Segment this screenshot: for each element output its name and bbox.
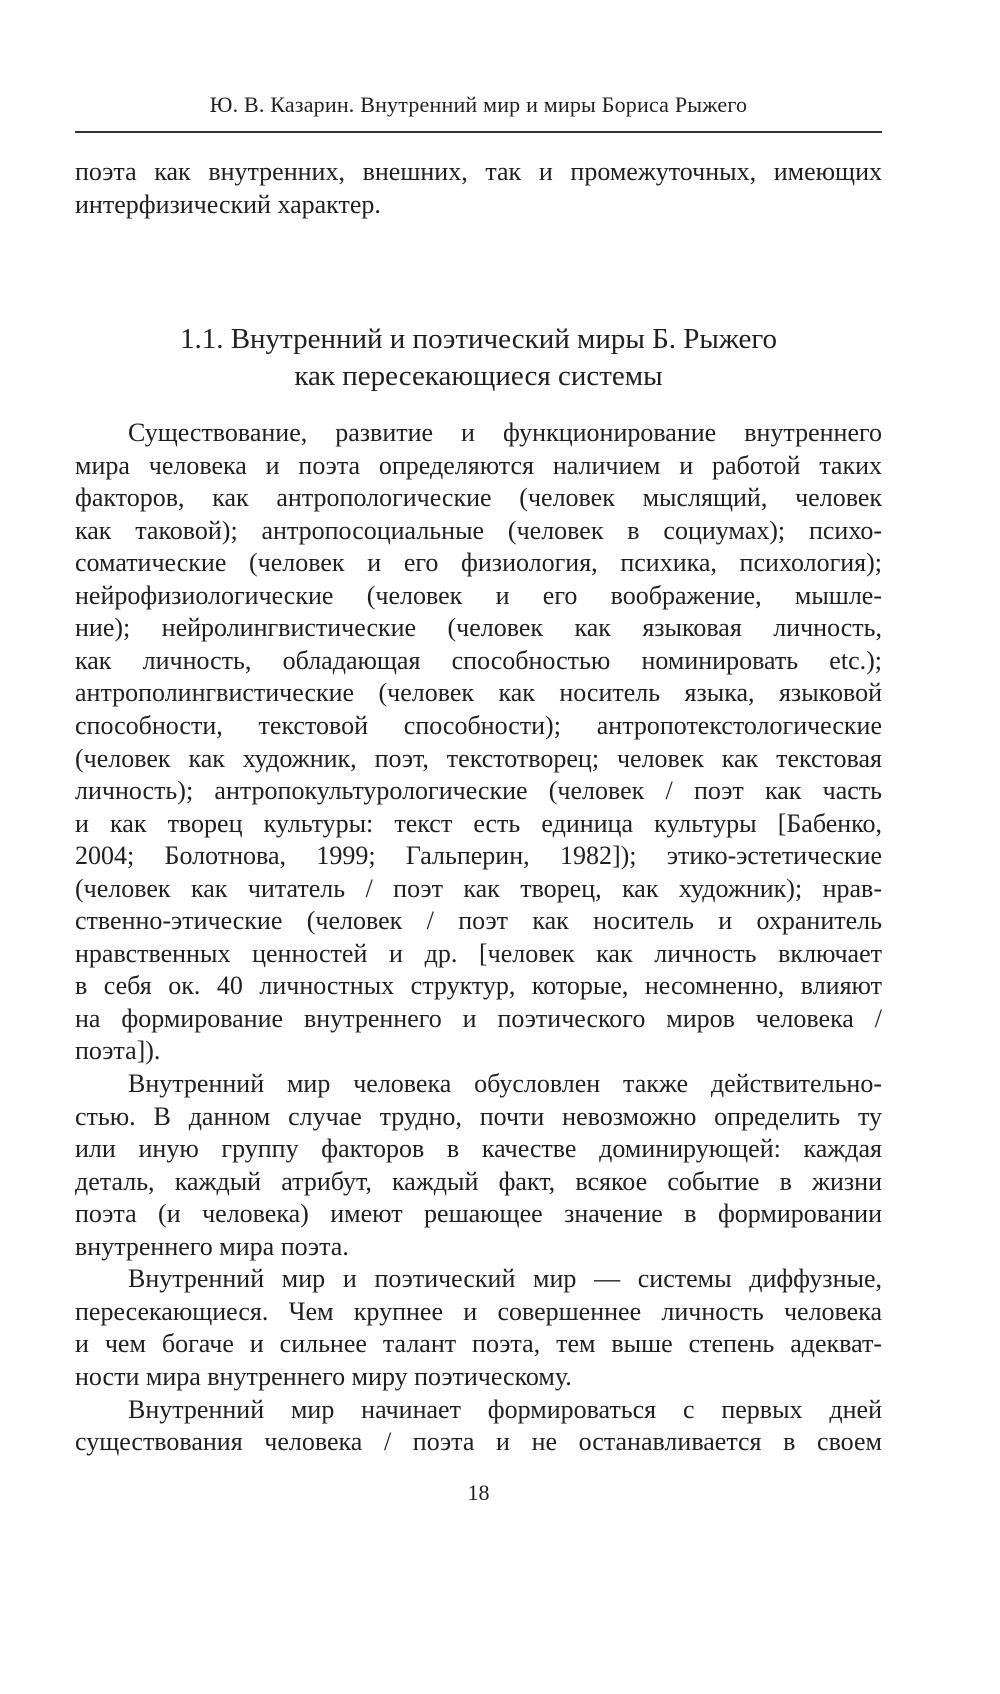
section-heading-line: 1.1. Внутренний и поэтический миры Б. Рыжего: [179, 323, 778, 355]
paragraph-line: Внутренний мир человека обусловлен также действительно-: [128, 1069, 882, 1098]
paragraph-line: и чем богаче и сильнее талант поэта, тем выше степень адекват-: [75, 1329, 882, 1359]
paragraph-line: личность); антропокультурологические (человек / поэт как часть: [75, 776, 882, 805]
paragraph-line: ственно-этические (человек / поэт как носитель и охранитель: [75, 906, 882, 936]
paragraph-line: ности мира внутреннего миру поэтическому.: [75, 1361, 572, 1391]
paragraph-line: (человек как читатель / поэт как творец, как художник); нрав-: [75, 873, 882, 903]
paragraph-line: Внутренний мир и поэтический мир — системы диффузные,: [128, 1264, 882, 1294]
intro-line: поэта как внутренних, внешних, так и промежуточных, имеющих: [75, 157, 882, 186]
paragraph-line: нравственных ценностей и др. [человек как личность включает: [75, 938, 882, 968]
paragraph-line: способности, текстовой способности); антропотекстологические: [75, 710, 882, 740]
paragraph-line: внутреннего мира поэта.: [75, 1231, 349, 1261]
paragraph-line: (человек как художник, поэт, текстотворец; человек как текстовая: [75, 743, 882, 773]
paragraph-line: мира человека и поэта определяются наличием и работой таких: [75, 450, 882, 480]
paragraph-line: как таковой); антропосоциальные (человек в социумах); психо-: [75, 515, 882, 545]
paragraph-line: на формирование внутреннего и поэтического миров человека /: [75, 1003, 882, 1033]
paragraph-line: соматические (человек и его физиология, психика, психология);: [75, 548, 882, 578]
page-number: 18: [467, 1480, 490, 1505]
paragraph-line: стью. В данном случае трудно, почти невозможно определить ту: [75, 1101, 882, 1131]
header-rule: [75, 131, 882, 133]
paragraph-line: Существование, развитие и функционирование внутреннего: [128, 418, 882, 447]
paragraph-line: нейрофизиологические (человек и его воображение, мышле-: [75, 580, 882, 610]
intro-line: интерфизический характер.: [75, 190, 381, 219]
paragraph-line: антрополингвистические (человек как носитель языка, языковой: [75, 678, 882, 708]
paragraph-line: деталь, каждый атрибут, каждый факт, всякое событие в жизни: [75, 1166, 882, 1196]
paragraph-line: ние); нейролингвистические (человек как языковая личность,: [75, 613, 882, 643]
paragraph-line: 2004; Болотнова, 1999; Гальперин, 1982]); этико-эстетические: [75, 841, 882, 871]
paragraph-line: поэта]).: [75, 1036, 161, 1066]
section-heading-line: как пересекающиеся системы: [294, 360, 663, 392]
paragraph-line: поэта (и человека) имеют решающее значение в формировании: [75, 1199, 882, 1229]
paragraph-line: факторов, как антропологические (человек мыслящий, человек: [75, 483, 882, 513]
paragraph-line: как личность, обладающая способностью номинировать etc.);: [75, 645, 882, 675]
running-head: Ю. В. Казарин. Внутренний мир и миры Бориса Рыжего: [209, 92, 748, 117]
paragraph-line: Внутренний мир начинает формироваться с первых дней: [128, 1394, 882, 1424]
paragraph-line: в себя ок. 40 личностных структур, которые, несомненно, влияют: [75, 971, 882, 1001]
paragraph-line: пересекающиеся. Чем крупнее и совершеннее личность человека: [75, 1296, 882, 1326]
paragraph-line: и как творец культуры: текст есть единица культуры [Бабенко,: [75, 808, 882, 838]
paragraph-line: существования человека / поэта и не останавливается в своем: [75, 1427, 882, 1456]
paragraph-line: или иную группу факторов в качестве доминирующей: каждая: [75, 1134, 882, 1164]
